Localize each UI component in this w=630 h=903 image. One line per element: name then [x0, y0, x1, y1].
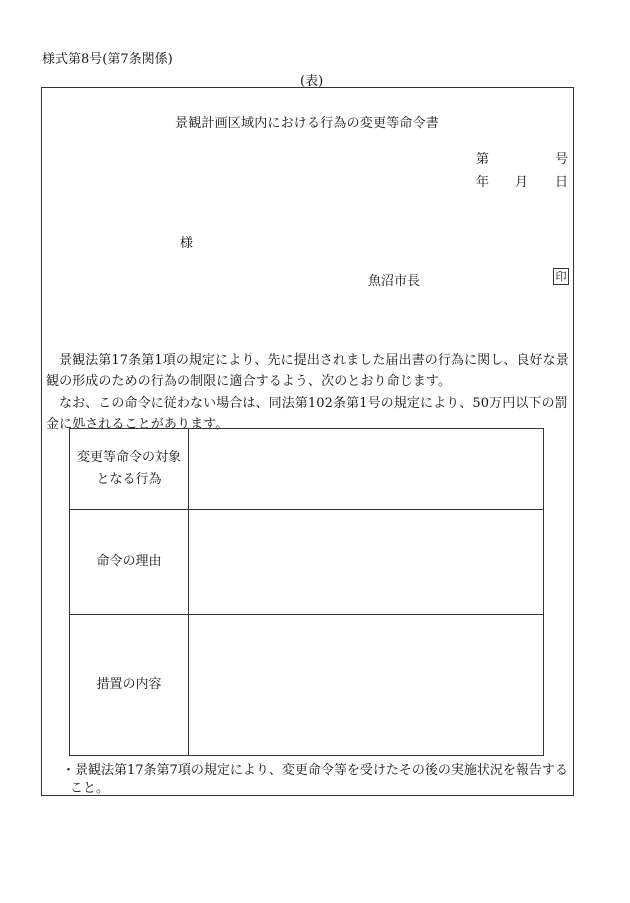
body-line-3: なお、この命令に従わない場合は、同法第102条第1号の規定により、50万円以下の罰	[59, 396, 568, 411]
label-target-action	[70, 429, 189, 510]
value-order-reason	[189, 510, 544, 615]
value-target-action	[189, 429, 544, 510]
table-row-measures	[70, 615, 544, 756]
date-month: 月	[515, 175, 529, 190]
seal-stamp: 印	[553, 268, 569, 285]
issuer-name: 魚沼市長	[368, 274, 421, 289]
date-year: 年	[476, 175, 490, 190]
body-line-1: 景観法第17条第1項の規定により、先に提出されました届出書の行為に関し、良好な景	[59, 353, 569, 368]
note-line-1: ・景観法第17条第7項の規定により、変更命令等を受けたその後の実施状況を報告する	[62, 763, 568, 778]
body-line-2: 観の形成のための行為の制限に適合するよう、次のとおり命じます。	[46, 374, 452, 389]
label-measures	[70, 615, 189, 756]
label-target-action-line1: 変更等命令の対象	[76, 450, 181, 465]
document-title: 景観計画区域内における行為の変更等命令書	[175, 116, 440, 131]
label-order-reason-line1: 命令の理由	[96, 554, 162, 569]
note-line-2: こと。	[70, 781, 110, 796]
date-day: 日	[555, 175, 569, 190]
side-indicator: (表)	[300, 74, 324, 89]
value-measures	[189, 615, 544, 756]
order-details-table	[69, 428, 544, 756]
number-suffix: 号	[555, 152, 569, 167]
table-row-order-reason	[70, 510, 544, 615]
label-order-reason	[70, 510, 189, 615]
label-target-action-line2: となる行為	[96, 472, 162, 487]
body-line-4: 金に処されることがあります。	[46, 417, 229, 432]
table-row-target-action	[70, 429, 544, 510]
label-measures-line1: 措置の内容	[96, 677, 162, 692]
addressee-suffix: 様	[180, 236, 194, 251]
form-reference: 様式第8号(第7条関係)	[42, 52, 173, 67]
number-prefix: 第	[476, 152, 490, 167]
